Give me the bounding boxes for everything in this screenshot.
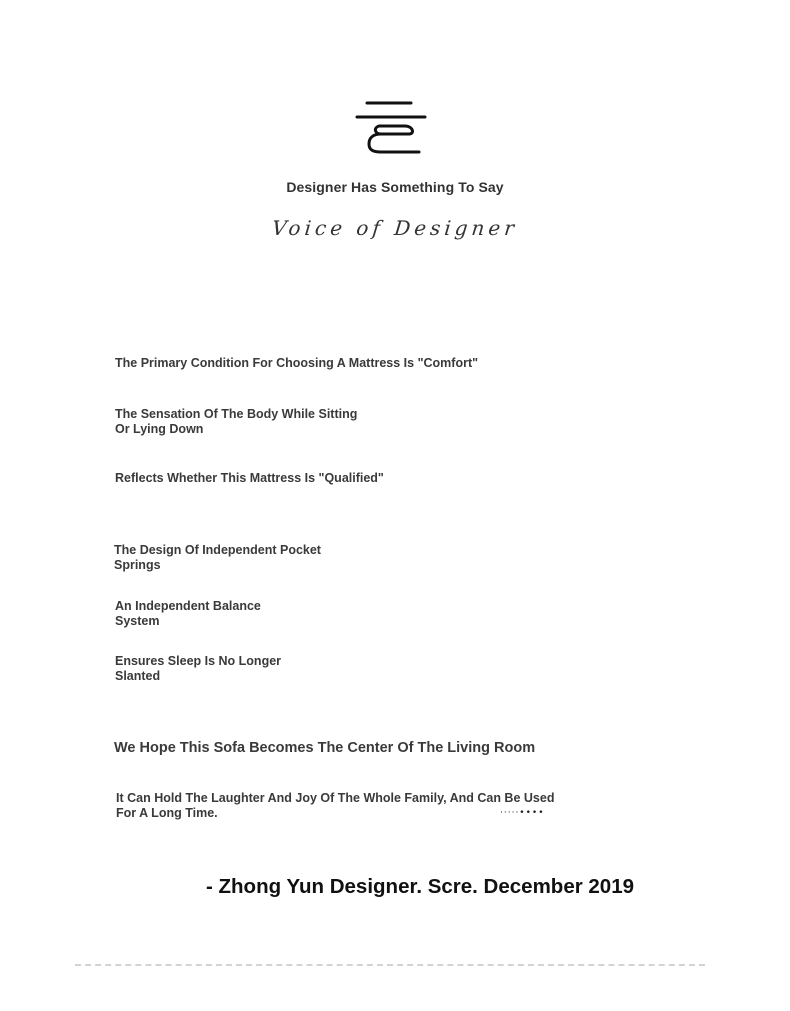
body-sensation-statement: The Sensation Of The Body While Sitting Or Lying Down (115, 407, 358, 436)
pocket-springs-statement: The Design Of Independent Pocket Springs (114, 543, 321, 572)
balance-system-statement: An Independent Balance System (115, 599, 261, 628)
header-title: Designer Has Something To Say (286, 179, 504, 195)
designer-logo-icon (353, 96, 429, 158)
dashed-divider (75, 964, 705, 966)
sleep-statement: Ensures Sleep Is No Longer Slanted (115, 654, 282, 683)
qualified-statement: Reflects Whether This Mattress Is "Qualified" (115, 471, 384, 485)
decorative-dots-icon: ·····•••• (500, 808, 545, 818)
sofa-center-statement: We Hope This Sofa Becomes The Center Of The Living Room (114, 740, 536, 756)
header-script-title: Voice of Designer (270, 216, 520, 240)
comfort-statement: The Primary Condition For Choosing A Mattress Is "Comfort" (115, 356, 479, 370)
family-joy-statement: It Can Hold The Laughter And Joy Of The Whole Family, And Can Be Used For A Long Time. (116, 791, 555, 820)
designer-signature: - Zhong Yun Designer. Scre. December 2019 (205, 875, 634, 898)
